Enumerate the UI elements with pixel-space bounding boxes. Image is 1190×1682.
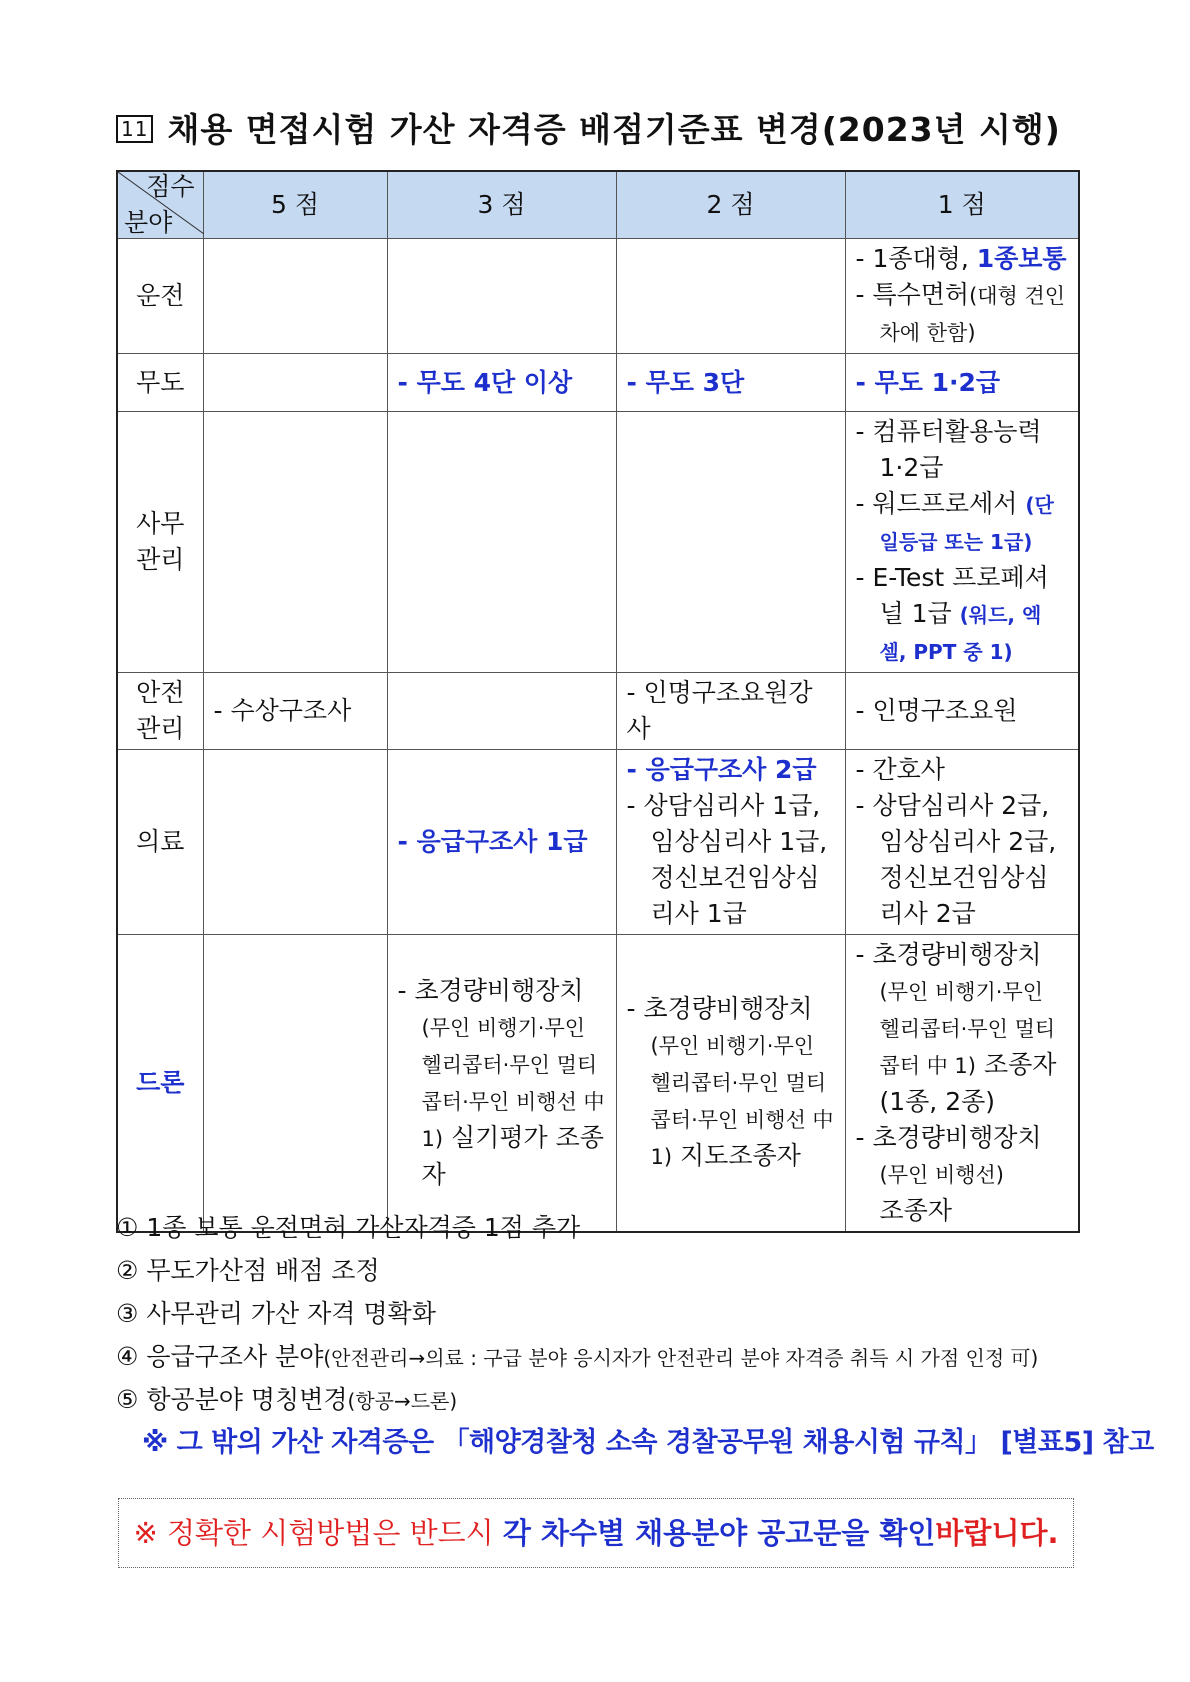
corner-field-label: 분야 [124, 208, 173, 237]
cell-drone-3 [387, 935, 616, 1233]
drone-2-note: (무인 비행기·무인 헬리콥터·무인 멀티콥터·무인 비행선 中 1) [650, 1034, 834, 1169]
note-item [116, 1380, 1038, 1423]
table-row-drone [117, 935, 1079, 1233]
cell-driving-3 [387, 239, 616, 354]
drone-3-title: - 초경량비행장치 [397, 976, 584, 1005]
column-header-2: 2 점 [616, 171, 845, 239]
drone-2-title: - 초경량비행장치 [626, 994, 813, 1023]
reference-note: ※ 그 밖의 가산 자격증은 「해양경찰청 소속 경찰공무원 채용시험 규칙」 [별표5] 참고 [142, 1427, 1154, 1458]
driving-item-2 [856, 277, 1069, 351]
cell-office-3 [387, 412, 616, 673]
driving-item-2-note: (대형 견인차에 한함) [879, 284, 1066, 345]
drone-3-role: 실기평가 조종자 [421, 1123, 604, 1189]
cell-martial-5 [203, 354, 387, 412]
cell-office-2 [616, 412, 845, 673]
table-row-driving [117, 239, 1079, 354]
note-5-text: ⑤ 항공분야 명칭변경 [116, 1385, 348, 1414]
column-header-1: 1 점 [845, 171, 1079, 239]
cell-martial-3: - 무도 4단 이상 [387, 354, 616, 412]
note-1-text: ① 1종 보통 운전면허 가산자격증 1점 추가 [116, 1213, 581, 1242]
driving-item-1-text: - 1종대형, [855, 244, 977, 273]
cell-martial-1: - 무도 1·2급 [845, 354, 1079, 412]
cell-driving-1 [845, 239, 1079, 354]
office-item-3-note: (워드, 엑셀, PPT 중 1) [879, 603, 1042, 664]
office-item-1: - 컴퓨터활용능력 1·2급 [855, 417, 1042, 482]
cell-office-5 [203, 412, 387, 673]
field-driving: 운전 [117, 239, 203, 354]
field-martial: 무도 [117, 354, 203, 412]
note-4-detail: (안전관리→의료 : 구급 분야 응시자가 안전관리 분야 자격증 취득 시 가점 인정 可) [323, 1346, 1039, 1370]
cell-medical-2 [616, 750, 845, 935]
note-item [116, 1208, 1038, 1251]
cell-drone-2 [616, 935, 845, 1233]
medical-2-item-2: - 상담심리사 1급, 임상심리사 1급, 정신보건임상심리사 1급 [626, 791, 828, 928]
notice-part-1: ※ 정확한 시험방법은 반드시 [133, 1516, 503, 1550]
drone-1b-title: - 초경량비행장치 [855, 1123, 1042, 1152]
cell-martial-2: - 무도 3단 [616, 354, 845, 412]
office-item-2-text: - 워드프로세서 [855, 489, 1018, 518]
note-item [116, 1337, 1038, 1380]
corner-score-label: 점수 [146, 172, 195, 201]
driving-item-1 [856, 241, 1069, 277]
corner-header-cell [117, 171, 203, 239]
field-safety: 안전관리 [117, 673, 203, 750]
section-number: 11 [116, 115, 153, 143]
cell-driving-5 [203, 239, 387, 354]
cell-medical-1 [845, 750, 1079, 935]
note-4-text: ④ 응급구조사 분야 [116, 1342, 324, 1371]
cell-safety-1: - 인명구조요원 [845, 673, 1079, 750]
cell-medical-3: - 응급구조사 1급 [387, 750, 616, 935]
office-item-2-note: (단일등급 또는 1급) [879, 493, 1054, 554]
column-header-5: 5 점 [203, 171, 387, 239]
drone-1b-role: 조종자 [879, 1196, 952, 1225]
scoring-table [116, 170, 1080, 1233]
notice-part-3: 바랍니다. [935, 1516, 1059, 1550]
table-header-row [117, 171, 1079, 239]
office-item-3 [856, 560, 1069, 670]
drone-1-note: (무인 비행기·무인 헬리콥터·무인 멀티콥터 中 1) [879, 980, 1056, 1078]
note-5-detail: (항공→드론) [347, 1389, 458, 1413]
change-notes [116, 1208, 1038, 1423]
drone-2-role: 지도조종자 [680, 1141, 801, 1170]
field-drone: 드론 [117, 935, 203, 1233]
cell-safety-3 [387, 673, 616, 750]
drone-3-note: (무인 비행기·무인 헬리콥터·무인 멀티콥터·무인 비행선 中 1) [421, 1016, 605, 1151]
table-row-safety [117, 673, 1079, 750]
table-row-office [117, 412, 1079, 673]
office-item-2 [856, 486, 1069, 560]
drone-1b-note: (무인 비행선) [879, 1163, 1004, 1187]
driving-item-2-text: - 특수면허 [855, 280, 970, 309]
table-row-martial [117, 354, 1079, 412]
notice-part-2: 각 차수별 채용분야 공고문을 확인 [502, 1516, 936, 1550]
field-office: 사무관리 [117, 412, 203, 673]
column-header-3: 3 점 [387, 171, 616, 239]
cell-safety-2: - 인명구조요원강사 [616, 673, 845, 750]
cell-drone-5 [203, 935, 387, 1233]
drone-1-role: 조종자 (1종, 2종) [879, 1050, 1057, 1116]
drone-1-title: - 초경량비행장치 [855, 940, 1042, 969]
office-item-3-text: - E-Test 프로페셔널 1급 [855, 563, 1049, 628]
cell-drone-1 [845, 935, 1079, 1233]
note-2-text: ② 무도가산점 배점 조정 [116, 1256, 380, 1285]
drone-3-item [398, 973, 606, 1193]
notice-box [118, 1498, 1074, 1568]
section-title [116, 104, 1076, 151]
medical-1-item-2: - 상담심리사 2급, 임상심리사 2급, 정신보건임상심리사 2급 [855, 791, 1057, 928]
note-item [116, 1251, 1038, 1294]
drone-1-item-1 [856, 937, 1069, 1120]
drone-2-item [627, 991, 835, 1175]
driving-item-1-highlight: 1종보통 [976, 244, 1067, 273]
cell-driving-2 [616, 239, 845, 354]
table-row-medical [117, 750, 1079, 935]
medical-1-item-1: - 간호사 [855, 755, 945, 784]
cell-medical-5 [203, 750, 387, 935]
note-3-text: ③ 사무관리 가산 자격 명확화 [116, 1299, 436, 1328]
cell-office-1 [845, 412, 1079, 673]
medical-2-item-1: - 응급구조사 2급 [626, 755, 817, 784]
section-title-text: 채용 면접시험 가산 자격증 배점기준표 변경(2023년 시행) [167, 110, 1061, 149]
field-medical: 의료 [117, 750, 203, 935]
cell-safety-5: - 수상구조사 [203, 673, 387, 750]
note-item [116, 1294, 1038, 1337]
